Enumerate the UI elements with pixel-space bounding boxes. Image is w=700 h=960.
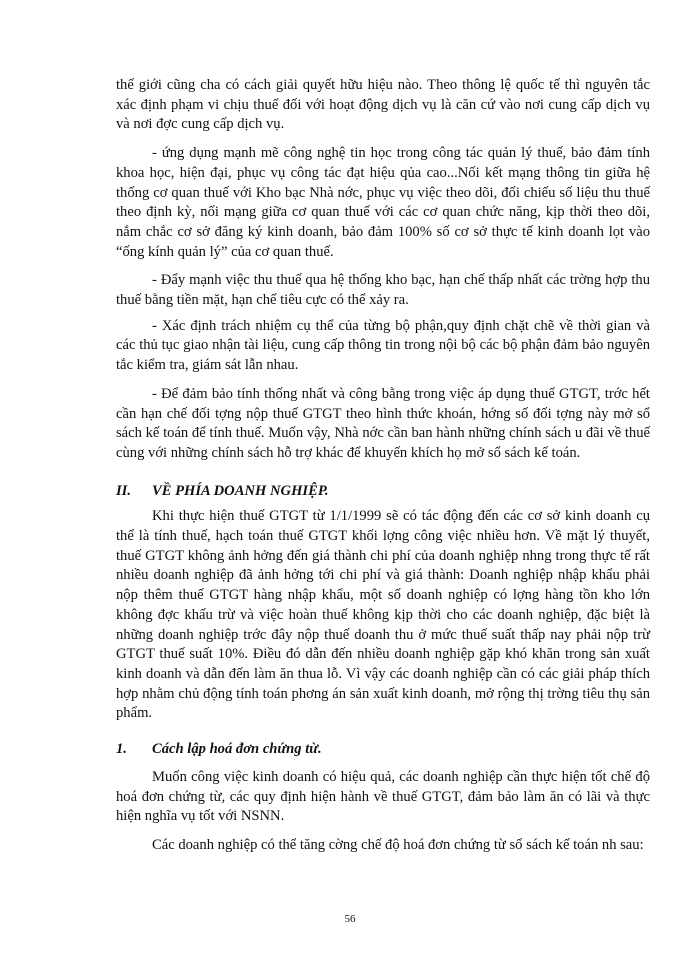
section-heading xyxy=(116,482,650,502)
paragraph-strengthen-invoices: Các doanh nghiệp có thể tăng cờng chế độ hoá đơn chứng từ sổ sách kế toán nh sau: xyxy=(152,836,644,853)
paragraph-invoice-regime: Muốn công việc kinh doanh có hiệu quả, các doanh nghiệp cần thực hiện tốt chế độ hoá đơn chứng từ, các quy định hiện hành về thuế GTGT, đảm bảo làm ăn có lãi và thực hiện nghĩa vụ tốt với NSNN. xyxy=(116,768,650,825)
subsection-heading-title: Cách lập hoá đơn chứng từ. xyxy=(152,741,322,758)
subsection-heading xyxy=(116,740,650,760)
paragraph-responsibilities: - Xác định trách nhiệm cụ thể của từng bộ phận,quy định chặt chẽ về thời gian và các thủ tục giao nhận tài liệu, cung cấp thông tin trong nội bộ các bộ phận đảm bảo nguyên tắc kiểm tra, giám sát lẫn nhau. xyxy=(116,317,650,374)
page-number: 56 xyxy=(344,913,356,925)
paragraph-it-application: - ứng dụng mạnh mẽ công nghệ tin học trong công tác quản lý thuế, bảo đảm tính khoa học, hiện đại, phục vụ công tác đạt hiệu qủa cao...Nối kết mạng thông tin giữa hệ thống cơ quan thuế với Kho bạc Nhà nớc, phục vụ việc theo dõi, đối chiếu số liệu thu thuế theo định kỳ, nối mạng giữa cơ quan thuế với các cơ quan chức năng, kịp thời theo dõi, nắm chắc cơ sở đăng ký kinh doanh, bảo đảm 100% số cơ sở thực tế kinh doanh lọt vào “ống kính quản lý” của cơ quan thuế. xyxy=(116,145,650,260)
paragraph-treasury-collection: - Đẩy mạnh việc thu thuế qua hệ thống kho bạc, hạn chế thấp nhất các trờng hợp thu thuế bằng tiền mặt, hạn chế tiêu cực có thể xảy ra. xyxy=(116,272,650,309)
paragraph-vat-fairness: - Để đảm bảo tính thống nhất và công bằng trong việc áp dụng thuế GTGT, trớc hết cần hạn chế đối tợng nộp thuế GTGT theo hình thức khoán, hớng số đối tợng này mở sổ sách kế toán để tính thuế. Muốn vậy, Nhà nớc cần ban hành những chính sách u đãi về thuế cùng với những chính sách hỗ trợ khác để khuyến khích họ mở sổ sách kế toán. xyxy=(116,385,650,461)
section-heading-number: II. xyxy=(116,482,132,499)
subsection-heading-number: 1. xyxy=(116,741,127,758)
document-page xyxy=(116,76,650,865)
paragraph-enterprise-impact: Khi thực hiện thuế GTGT từ 1/1/1999 sẽ có tác động đến các cơ sở kinh doanh cụ thể là tính thuế, hạch toán thuế GTGT khối lợng công việc nhiều hơn. Về mặt lý thuyết, thuế GTGT không ảnh hởng đến giá thành chi phí của doanh nghiệp nhng trong thực tế rất nhiều doanh nghiệp đã ảnh hởng tới chi phí và giá thành: Doanh nghiệp nhập khẩu phải nộp thêm thuế GTGT hàng nhập khẩu, một số doanh nghiệp có lợng hàng tồn kho lớn không đợc khấu trừ và việc hoàn thuế không kịp thời cho các doanh nghiệp, đặc biệt là những doanh nghiệp trớc đây nộp thuế doanh thu ở mức thuế suất thấp nay phải nộp trừ GTGT thuế suất 10%. Điều đó dẫn đến nhiều doanh nghiệp gặp khó khăn trong sản xuất kinh doanh và dẫn đến làm ăn thua lỗ. Vì vậy các doanh nghiệp cần có các giải pháp thích hợp nhằm chủ động tính toán phơng án sản xuất kinh doanh, mở rộng thị trờng tiêu thụ sản phẩm. xyxy=(116,508,650,722)
paragraph-continuation: thế giới cũng cha có cách giải quyết hữu hiệu nào. Theo thông lệ quốc tế thì nguyên tắc xác định phạm vi chịu thuế đối với hoạt động dịch vụ là căn cứ vào nơi cung cấp dịch vụ và nơi đợc cung cấp dịch vụ. xyxy=(116,77,650,133)
section-heading-title: VỀ PHÍA DOANH NGHIỆP. xyxy=(152,482,329,499)
